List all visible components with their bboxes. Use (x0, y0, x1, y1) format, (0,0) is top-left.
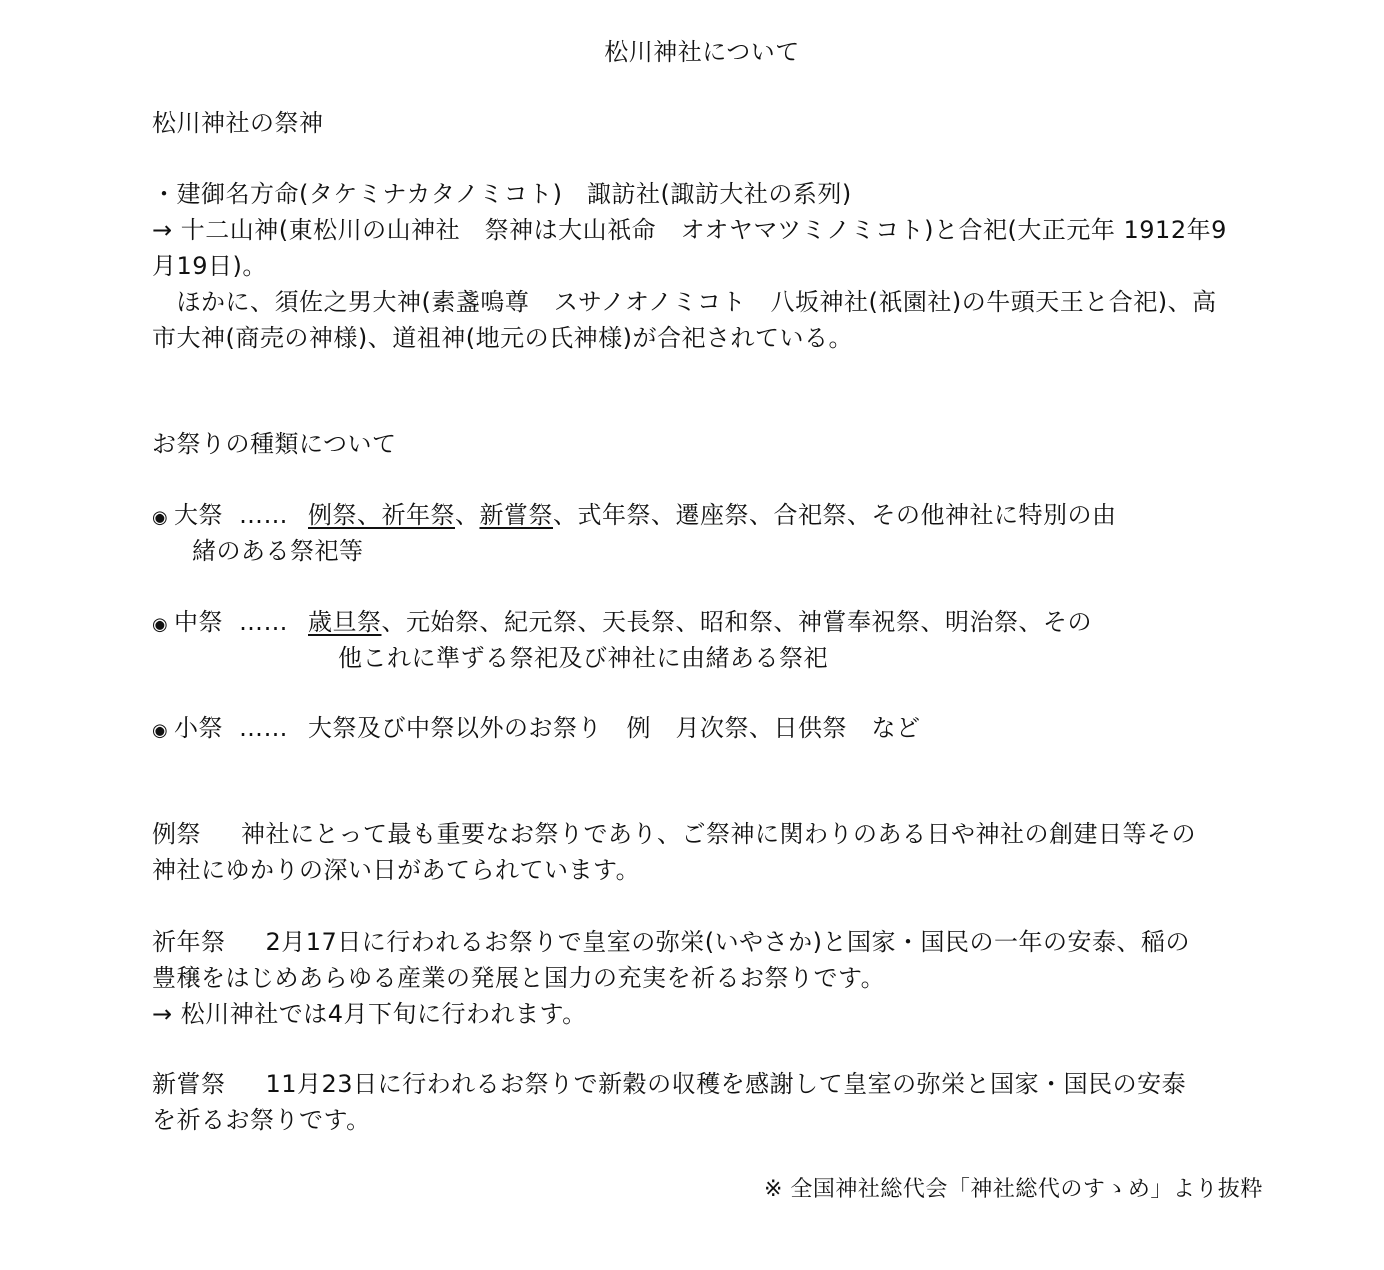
reisai-desc-line-2: 神社にゆかりの深い日があてられています。 (152, 856, 641, 884)
deity-line-2: → 十二山神(東松川の山神社 祭神は大山祇命 オオヤマツミノミコト)と合祀(大正元年 1912年9 (152, 216, 1227, 244)
festival-types-heading: お祭りの種類について (152, 430, 397, 458)
taisai-underlined-niinamesai: 新嘗祭 (479, 501, 553, 529)
chusai-underlined-saitansai: 歳旦祭 (308, 608, 382, 636)
source-note: ※ 全国神社総代会「神社総代のすゝめ」より抜粋 (764, 1177, 1263, 1202)
page-title: 松川神社について (604, 38, 800, 66)
taisai-name: 大祭 (174, 501, 223, 529)
bullet-icon: ◉ (152, 720, 169, 741)
chusai-name: 中祭 (174, 608, 223, 636)
deity-line-4: ほかに、須佐之男大神(素盞嗚尊 スサノオノミコト 八坂神社(祇園社)の牛頭天王と合祀)、高 (152, 288, 1217, 316)
leader-dots: …… (239, 714, 288, 742)
chusai-line-2: 他これに準ずる祭祀及び神社に由緒ある祭祀 (338, 644, 828, 672)
taisai-line-2: 緒のある祭祀等 (192, 537, 364, 565)
taisai-underlined-reisai: 例祭、 (308, 501, 382, 529)
taisai-underlined-kinensai: 祈年祭 (381, 501, 455, 529)
bullet-icon: ◉ (152, 507, 169, 528)
kinensai-desc-line-3: → 松川神社では4月下旬に行われます。 (152, 1000, 587, 1028)
shosai-line (152, 710, 921, 749)
niinamesai-desc-line-1 (152, 1066, 1186, 1102)
chusai-line-1 (152, 604, 1092, 643)
reisai-desc-line-1 (152, 816, 1196, 852)
reisai-term: 例祭 (152, 820, 201, 848)
reisai-desc-text: 神社にとって最も重要なお祭りであり、ご祭神に関わりのある日や神社の創建日等その (241, 820, 1197, 848)
niinamesai-desc-text: 11月23日に行われるお祭りで新穀の収穫を感謝して皇室の弥栄と国家・国民の安泰 (265, 1070, 1187, 1098)
niinamesai-term: 新嘗祭 (152, 1070, 226, 1098)
shosai-name: 小祭 (174, 714, 223, 742)
taisai-separator: 、 (455, 501, 480, 529)
taisai-rest: 、式年祭、遷座祭、合祀祭、その他神社に特別の由 (553, 501, 1117, 529)
shosai-text: 大祭及び中祭以外のお祭り 例 月次祭、日供祭 など (308, 714, 921, 742)
bullet-icon: ◉ (152, 614, 169, 635)
kinensai-desc-text: 2月17日に行われるお祭りで皇室の弥栄(いやさか)と国家・国民の一年の安泰、稲の (265, 928, 1191, 956)
deity-heading: 松川神社の祭神 (152, 109, 324, 137)
niinamesai-desc-line-2: を祈るお祭りです。 (152, 1106, 371, 1134)
chusai-rest: 、元始祭、紀元祭、天長祭、昭和祭、神嘗奉祝祭、明治祭、その (381, 608, 1092, 636)
leader-dots: …… (239, 501, 288, 529)
kinensai-desc-line-2: 豊穣をはじめあらゆる産業の発展と国力の充実を祈るお祭りです。 (152, 964, 886, 992)
kinensai-desc-line-1 (152, 924, 1190, 960)
leader-dots: …… (239, 608, 288, 636)
deity-line-5: 市大神(商売の神様)、道祖神(地元の氏神様)が合祀されている。 (152, 324, 853, 352)
taisai-line-1 (152, 497, 1117, 536)
deity-line-3: 月19日)。 (152, 252, 267, 280)
kinensai-term: 祈年祭 (152, 928, 226, 956)
deity-line-1: ・建御名方命(タケミナカタノミコト) 諏訪社(諏訪大社の系列) (152, 180, 852, 208)
